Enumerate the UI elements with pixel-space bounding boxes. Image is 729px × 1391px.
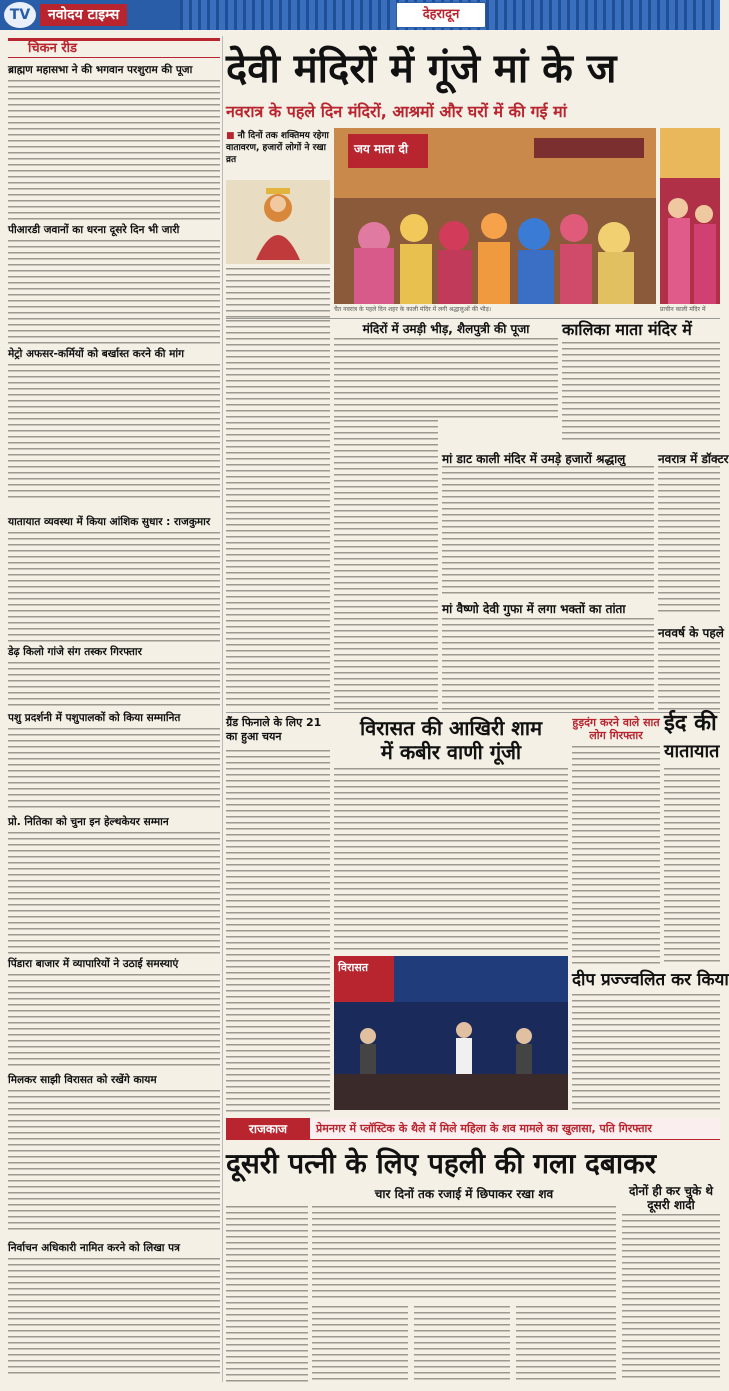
story-headline: कालिका माता मंदिर में [562, 320, 692, 339]
lead-kicker: ■ नौ दिनों तक शक्तिमय रहेगा वातावरण, हजारों लोगों ने रखा व्रत [226, 130, 330, 166]
story-headline: मंदिरों में उमड़ी भीड़, शैलपुत्री की पूजा [362, 322, 530, 336]
article-title: पीआरडी जवानों का धरना दूसरे दिन भी जारी [8, 224, 180, 236]
lead-body [226, 320, 330, 710]
bottom-headline: दूसरी पत्नी के लिए पहली की गला दबाकर [226, 1147, 657, 1180]
article-body [8, 728, 220, 812]
paper-logo: नवोदय टाइम्स [40, 4, 127, 26]
article-body [8, 662, 220, 708]
article-title: मिलकर साझी विरासत को रखेंगे कायम [8, 1074, 157, 1086]
story-body [572, 994, 720, 1114]
goddess-image [226, 180, 330, 264]
bottom-body [516, 1306, 616, 1382]
virasat-stage-photo [334, 956, 568, 1110]
article-body [8, 532, 220, 642]
story-headline: नववर्ष के पहले [658, 626, 724, 640]
temple-crowd-photo [334, 128, 656, 304]
story-body [334, 768, 568, 954]
side-headline: दोनों ही कर चुके थे दूसरी शादी [628, 1184, 714, 1212]
story-body [442, 466, 654, 596]
article-title: ब्राह्मण महासभा ने की भगवान परशुराम की पूजा [8, 64, 193, 76]
article-body [8, 974, 220, 1070]
bottom-body [622, 1214, 720, 1382]
story-headline: दीप प्रज्ज्वलित कर किया [572, 970, 729, 990]
right-temple-photo [660, 128, 720, 304]
article-body [8, 832, 220, 956]
article-body [8, 1090, 220, 1230]
story-headline: ईद की [664, 711, 717, 736]
story-headline: मां डाट काली मंदिर में उमड़े हजारों श्रद्धालु [442, 452, 626, 466]
column-divider [222, 36, 223, 1382]
tv-badge-icon: TV [4, 2, 36, 28]
section-label: चिकन रीड [8, 38, 220, 58]
story-headline: नवरात्र में डॉक्टर [658, 452, 729, 466]
left-column [8, 38, 220, 1378]
article-title: प्रो. नितिका को चुना इन हेल्थकेयर सम्मान [8, 816, 169, 828]
lead-headline: देवी मंदिरों में गूंजे मां के ज [226, 46, 617, 92]
bottom-body [312, 1206, 616, 1302]
story-headline: हुड़दंग करने वाले सात लोग गिरफ्तार [572, 716, 660, 742]
section-rule [226, 712, 720, 713]
story-headline: विरासत की आखिरी शाम [359, 716, 543, 740]
story-body [334, 420, 438, 710]
story-body [442, 618, 654, 710]
section-label: राजकाज [226, 1118, 310, 1140]
right-photo-caption: प्राचीन काली मंदिर में [660, 306, 706, 313]
photo-banner: जय माता दी [354, 142, 408, 156]
story-headline: ग्रैंड फिनाले के लिए 21 का हुआ चयन [226, 716, 322, 743]
bottom-body [414, 1306, 510, 1382]
bottom-body [226, 1206, 308, 1382]
story-body [334, 338, 558, 418]
story-body [572, 746, 660, 964]
story-headline: मां वैष्णो देवी गुफा में लगा भक्तों का तांता [442, 602, 626, 616]
article-title: पशु प्रदर्शनी में पशुपालकों को किया सम्मानित [8, 712, 181, 724]
city-label: देहरादून [396, 2, 486, 28]
article-title: मेट्रो अफसर-कर्मियों को बर्खास्त करने की मांग [8, 348, 184, 360]
story-body [226, 750, 330, 1114]
article-title: निर्वाचन अधिकारी नामित करने को लिखा पत्र [8, 1242, 180, 1254]
story-body [658, 466, 720, 616]
article-body [8, 240, 220, 344]
article-body [8, 80, 220, 220]
story-headline: यातायात [664, 741, 720, 762]
lead-subheadline: नवरात्र के पहले दिन मंदिरों, आश्रमों और घरों में की गई मां [226, 102, 567, 121]
story-body [664, 768, 720, 964]
article-body [8, 364, 220, 500]
article-title: यातायात व्यवस्था में किया आंशिक सुधार : राजकुमार [8, 516, 211, 528]
photo-caption: चैत नवरात्र के पहले दिन शहर के काली मंदिर में लगी श्रद्धालुओं की भीड़। [334, 306, 492, 313]
story-body [562, 342, 720, 440]
photo-banner: विरासत [338, 961, 369, 974]
bottom-kicker: प्रेमनगर में प्लॉस्टिक के थैले में मिले महिला के शव मामले का खुलासा, पति गिरफ्तार [316, 1122, 652, 1135]
bottom-body [312, 1306, 408, 1382]
lead-body [226, 268, 330, 318]
story-headline: में कबीर वाणी गूंजी [380, 740, 522, 764]
bottom-subhead: चार दिनों तक रजाई में छिपाकर रखा शव [374, 1187, 554, 1201]
article-title: डेढ़ किलो गांजे संग तस्कर गिरफ्तार [8, 646, 142, 658]
article-body [8, 1258, 220, 1378]
article-title: पिंडारा बाजार में व्यापारियों ने उठाई समस्याएं [8, 958, 179, 970]
story-body [658, 642, 720, 710]
page-number [690, 6, 714, 24]
